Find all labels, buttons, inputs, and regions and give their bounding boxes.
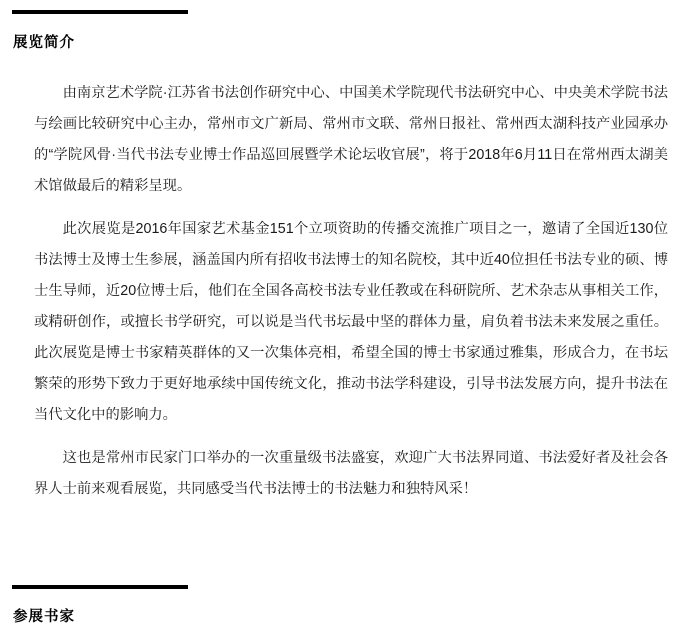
paragraph: 此次展览是2016年国家艺术基金151个立项资助的传播交流推广项目之一，邀请了全国近130位书法博士及博士生参展，涵盖国内所有招收书法博士的知名院校，其中近40位担任书法专业的硕、博士生导师，近20位博士后，他们在全国各高校书法专业任教或在科研院所、艺术杂志从事相关工作，或精研创作，或擅长书学研究，可以说是当代书坛最中坚的群体力量，肩负着书法未来发展之重任。此次展览是博士书家精英群体的又一次集体亮相，希望全国的博士书家通过雅集，形成合力，在书坛繁荣的形势下致力于更好地承续中国传统文化，推动书法学科建设，引导书法发展方向，提升书法在当代文化中的影响力。 xyxy=(34,221,668,423)
section-header-exhibition-intro xyxy=(12,10,688,52)
document-page xyxy=(0,10,700,636)
article-body xyxy=(12,78,688,505)
footer-section-title: 参展书家 xyxy=(13,609,75,625)
section-header-participating-calligraphers xyxy=(12,585,688,626)
paragraph: 这也是常州市民家门口举办的一次重量级书法盛宴，欢迎广大书法界同道、书法爱好者及社会各界人士前来观看展览，共同感受当代书法博士的书法魅力和独特风采！ xyxy=(34,450,668,497)
footer-divider-rule xyxy=(12,585,188,589)
paragraph: 由南京艺术学院·江苏省书法创作研究中心、中国美术学院现代书法研究中心、中央美术学院书法与绘画比较研究中心主办，常州市文广新局、常州市文联、常州日报社、常州西太湖科技产业园承办的“学院风骨·当代书法专业博士作品巡回展暨学术论坛收官展”，将于2018年6月11日在常州西太湖美术馆做最后的精彩呈现。 xyxy=(34,85,668,194)
page-title: 展览简介 xyxy=(13,35,75,51)
header-divider-rule xyxy=(12,10,188,14)
